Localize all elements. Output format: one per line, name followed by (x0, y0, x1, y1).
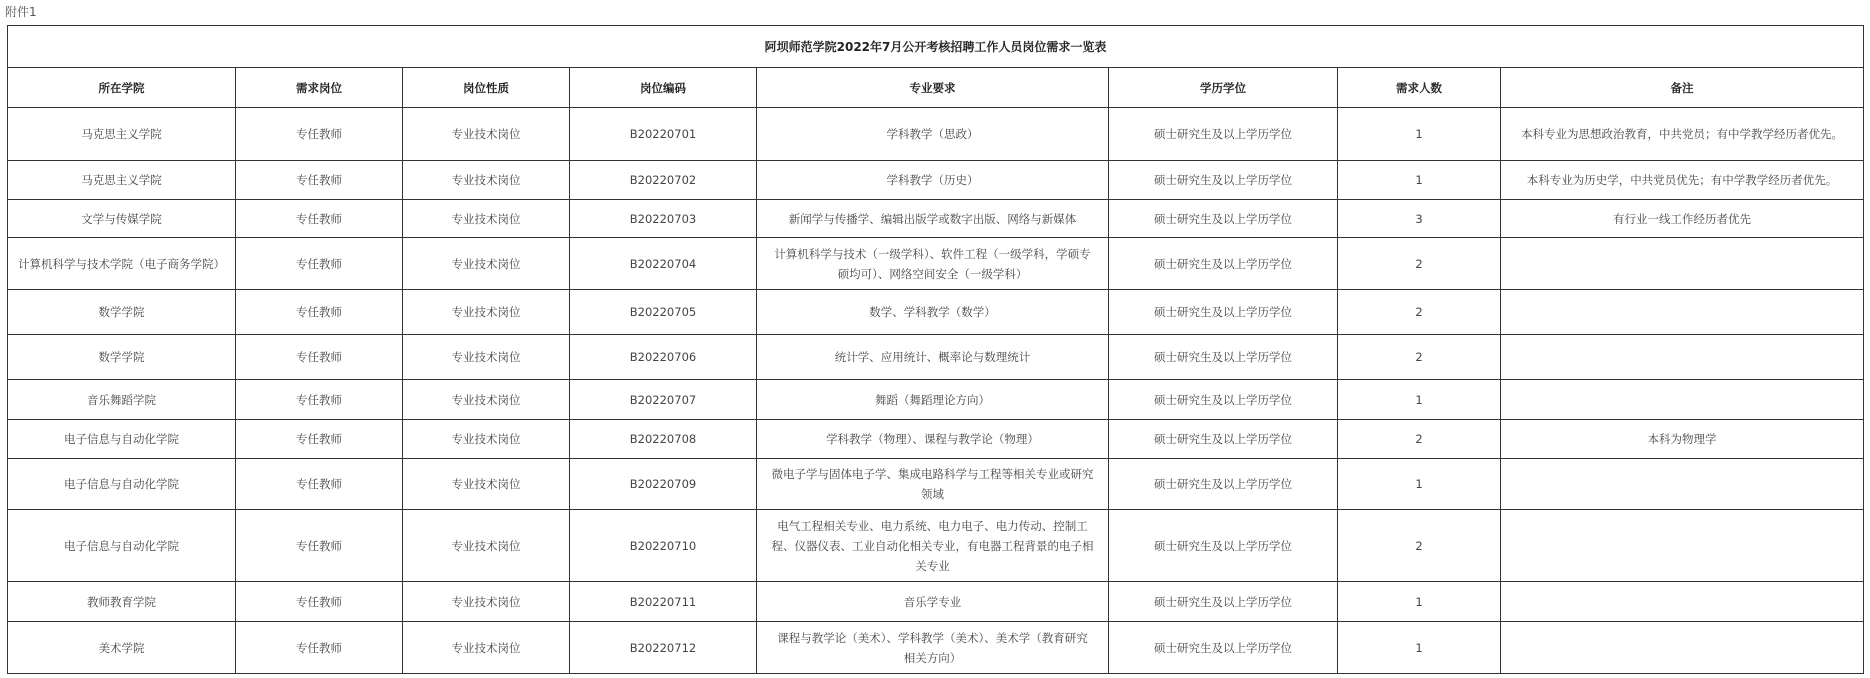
cell-notes: 本科为物理学 (1501, 420, 1864, 459)
cell-degree: 硕士研究生及以上学历学位 (1109, 459, 1338, 510)
cell-college: 音乐舞蹈学院 (8, 380, 236, 420)
table-row (8, 108, 1864, 161)
cell-position-type: 专业技术岗位 (403, 380, 570, 420)
table-row (8, 459, 1864, 510)
cell-position: 专任教师 (236, 420, 403, 459)
cell-degree: 硕士研究生及以上学历学位 (1109, 335, 1338, 380)
cell-position: 专任教师 (236, 459, 403, 510)
header-row (8, 68, 1864, 108)
cell-position-type: 专业技术岗位 (403, 420, 570, 459)
cell-major: 计算机科学与技术（一级学科）、软件工程（一级学科，学硕专 硕均可）、网络空间安全（一级学科） (757, 238, 1109, 290)
cell-position: 专任教师 (236, 582, 403, 622)
cell-count: 2 (1338, 335, 1501, 380)
cell-position-type: 专业技术岗位 (403, 238, 570, 290)
table-row (8, 238, 1864, 290)
cell-count: 1 (1338, 459, 1501, 510)
table-row (8, 290, 1864, 335)
cell-position-type: 专业技术岗位 (403, 582, 570, 622)
header-major: 专业要求 (757, 68, 1109, 108)
cell-position-code: B20220706 (570, 335, 757, 380)
cell-position-code: B20220712 (570, 622, 757, 674)
cell-count: 2 (1338, 290, 1501, 335)
cell-position-code: B20220702 (570, 161, 757, 200)
cell-position: 专任教师 (236, 161, 403, 200)
header-degree: 学历学位 (1109, 68, 1338, 108)
cell-degree: 硕士研究生及以上学历学位 (1109, 161, 1338, 200)
cell-notes (1501, 290, 1864, 335)
cell-position-type: 专业技术岗位 (403, 459, 570, 510)
cell-degree: 硕士研究生及以上学历学位 (1109, 380, 1338, 420)
cell-position: 专任教师 (236, 108, 403, 161)
cell-college: 计算机科学与技术学院（电子商务学院） (8, 238, 236, 290)
table-row (8, 161, 1864, 200)
cell-major: 电气工程相关专业、电力系统、电力电子、电力传动、控制工 程、仪器仪表、工业自动化相关专业，有电器工程背景的电子相 关专业 (757, 510, 1109, 582)
cell-position: 专任教师 (236, 290, 403, 335)
cell-major: 学科教学（思政） (757, 108, 1109, 161)
cell-count: 2 (1338, 420, 1501, 459)
cell-position-code: B20220704 (570, 238, 757, 290)
cell-degree: 硕士研究生及以上学历学位 (1109, 582, 1338, 622)
cell-position: 专任教师 (236, 335, 403, 380)
table-title: 阿坝师范学院2022年7月公开考核招聘工作人员岗位需求一览表 (8, 26, 1864, 68)
table-row (8, 200, 1864, 238)
cell-major: 音乐学专业 (757, 582, 1109, 622)
cell-count: 1 (1338, 582, 1501, 622)
cell-notes: 本科专业为历史学，中共党员优先；有中学教学经历者优先。 (1501, 161, 1864, 200)
cell-degree: 硕士研究生及以上学历学位 (1109, 238, 1338, 290)
table-row (8, 582, 1864, 622)
cell-college: 文学与传媒学院 (8, 200, 236, 238)
cell-major: 统计学、应用统计、概率论与数理统计 (757, 335, 1109, 380)
cell-position: 专任教师 (236, 380, 403, 420)
cell-count: 1 (1338, 380, 1501, 420)
cell-count: 1 (1338, 161, 1501, 200)
header-position-code: 岗位编码 (570, 68, 757, 108)
cell-notes (1501, 335, 1864, 380)
header-position-type: 岗位性质 (403, 68, 570, 108)
cell-count: 3 (1338, 200, 1501, 238)
title-row (8, 26, 1864, 68)
cell-major: 舞蹈（舞蹈理论方向） (757, 380, 1109, 420)
cell-position-type: 专业技术岗位 (403, 622, 570, 674)
cell-degree: 硕士研究生及以上学历学位 (1109, 200, 1338, 238)
cell-college: 电子信息与自动化学院 (8, 459, 236, 510)
cell-degree: 硕士研究生及以上学历学位 (1109, 290, 1338, 335)
cell-count: 2 (1338, 238, 1501, 290)
cell-major: 数学、学科教学（数学） (757, 290, 1109, 335)
cell-major: 学科教学（历史） (757, 161, 1109, 200)
cell-position-type: 专业技术岗位 (403, 510, 570, 582)
cell-college: 数学学院 (8, 290, 236, 335)
cell-notes (1501, 510, 1864, 582)
cell-notes (1501, 582, 1864, 622)
cell-position: 专任教师 (236, 622, 403, 674)
recruitment-table (7, 25, 1864, 674)
cell-position-code: B20220701 (570, 108, 757, 161)
cell-position-type: 专业技术岗位 (403, 108, 570, 161)
cell-college: 马克思主义学院 (8, 161, 236, 200)
cell-major: 新闻学与传播学、编辑出版学或数字出版、网络与新媒体 (757, 200, 1109, 238)
cell-position: 专任教师 (236, 510, 403, 582)
cell-notes (1501, 459, 1864, 510)
header-college: 所在学院 (8, 68, 236, 108)
table-row (8, 510, 1864, 582)
cell-college: 教师教育学院 (8, 582, 236, 622)
cell-position-code: B20220709 (570, 459, 757, 510)
cell-count: 1 (1338, 108, 1501, 161)
cell-position-code: B20220703 (570, 200, 757, 238)
cell-degree: 硕士研究生及以上学历学位 (1109, 510, 1338, 582)
cell-count: 1 (1338, 622, 1501, 674)
cell-degree: 硕士研究生及以上学历学位 (1109, 108, 1338, 161)
table-row (8, 622, 1864, 674)
cell-degree: 硕士研究生及以上学历学位 (1109, 420, 1338, 459)
cell-position-code: B20220711 (570, 582, 757, 622)
attachment-label: 附件1 (5, 5, 37, 19)
cell-notes: 有行业一线工作经历者优先 (1501, 200, 1864, 238)
cell-notes (1501, 380, 1864, 420)
cell-college: 美术学院 (8, 622, 236, 674)
cell-notes (1501, 238, 1864, 290)
cell-college: 电子信息与自动化学院 (8, 420, 236, 459)
cell-position-type: 专业技术岗位 (403, 200, 570, 238)
cell-college: 马克思主义学院 (8, 108, 236, 161)
cell-position-type: 专业技术岗位 (403, 290, 570, 335)
cell-position: 专任教师 (236, 238, 403, 290)
cell-position-type: 专业技术岗位 (403, 161, 570, 200)
cell-position-code: B20220705 (570, 290, 757, 335)
header-position: 需求岗位 (236, 68, 403, 108)
cell-position-type: 专业技术岗位 (403, 335, 570, 380)
cell-major: 课程与教学论（美术）、学科教学（美术）、美术学（教育研究 相关方向） (757, 622, 1109, 674)
cell-degree: 硕士研究生及以上学历学位 (1109, 622, 1338, 674)
cell-position-code: B20220708 (570, 420, 757, 459)
cell-count: 2 (1338, 510, 1501, 582)
table-row (8, 335, 1864, 380)
cell-major: 学科教学（物理）、课程与教学论（物理） (757, 420, 1109, 459)
table-row (8, 420, 1864, 459)
header-count: 需求人数 (1338, 68, 1501, 108)
cell-notes: 本科专业为思想政治教育，中共党员；有中学教学经历者优先。 (1501, 108, 1864, 161)
table-row (8, 380, 1864, 420)
cell-major: 微电子学与固体电子学、集成电路科学与工程等相关专业或研究 领域 (757, 459, 1109, 510)
cell-college: 电子信息与自动化学院 (8, 510, 236, 582)
header-notes: 备注 (1501, 68, 1864, 108)
cell-position: 专任教师 (236, 200, 403, 238)
cell-notes (1501, 622, 1864, 674)
cell-position-code: B20220710 (570, 510, 757, 582)
cell-position-code: B20220707 (570, 380, 757, 420)
cell-college: 数学学院 (8, 335, 236, 380)
